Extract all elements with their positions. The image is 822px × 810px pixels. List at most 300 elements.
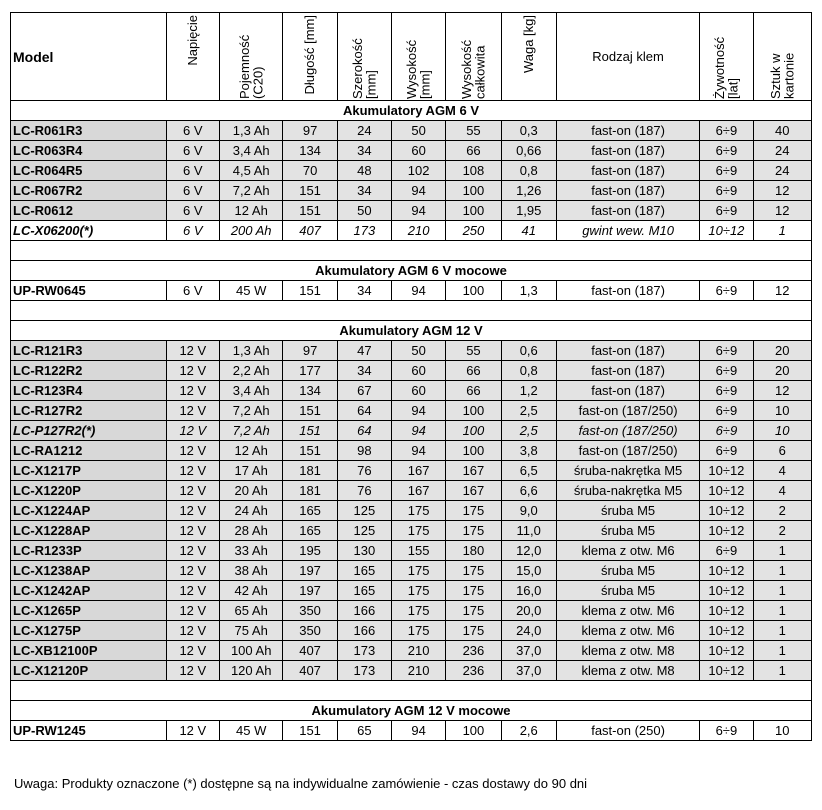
cell-total-height: 55 xyxy=(446,121,501,141)
table-row xyxy=(11,281,812,301)
cell-capacity: 4,5 Ah xyxy=(219,161,283,181)
cell-weight: 1,95 xyxy=(501,201,556,221)
cell-model: LC-R123R4 xyxy=(11,381,167,401)
cell-lifetime: 6÷9 xyxy=(700,141,753,161)
section-title: Akumulatory AGM 12 V mocowe xyxy=(11,701,812,721)
cell-weight: 15,0 xyxy=(501,561,556,581)
cell-weight: 0,6 xyxy=(501,341,556,361)
cell-voltage: 12 V xyxy=(166,521,219,541)
section-header-row xyxy=(11,701,812,721)
cell-voltage: 12 V xyxy=(166,421,219,441)
header-capacity: Pojemność (C20) xyxy=(219,13,283,101)
section-title: Akumulatory AGM 6 V mocowe xyxy=(11,261,812,281)
cell-length: 70 xyxy=(283,161,337,181)
cell-width: 64 xyxy=(337,421,391,441)
cell-lifetime: 6÷9 xyxy=(700,361,753,381)
table-row xyxy=(11,461,812,481)
cell-units-per-box: 4 xyxy=(753,481,811,501)
cell-voltage: 12 V xyxy=(166,621,219,641)
section-gap xyxy=(11,241,812,261)
cell-model: LC-R061R3 xyxy=(11,121,167,141)
cell-total-height: 167 xyxy=(446,461,501,481)
cell-lifetime: 10÷12 xyxy=(700,581,753,601)
cell-height: 175 xyxy=(392,601,446,621)
cell-terminal-type: śruba M5 xyxy=(556,581,699,601)
cell-capacity: 7,2 Ah xyxy=(219,421,283,441)
section-gap xyxy=(11,681,812,701)
cell-capacity: 28 Ah xyxy=(219,521,283,541)
cell-weight: 2,5 xyxy=(501,401,556,421)
table-row xyxy=(11,521,812,541)
table-row xyxy=(11,561,812,581)
cell-length: 350 xyxy=(283,621,337,641)
cell-total-height: 250 xyxy=(446,221,501,241)
cell-total-height: 100 xyxy=(446,281,501,301)
cell-total-height: 175 xyxy=(446,621,501,641)
footnote: Uwaga: Produkty oznaczone (*) dostępne są na indywidualne zamówienie - czas dostawy do 90 dni xyxy=(14,776,588,791)
cell-weight: 20,0 xyxy=(501,601,556,621)
cell-lifetime: 6÷9 xyxy=(700,401,753,421)
cell-terminal-type: śruba-nakrętka M5 xyxy=(556,461,699,481)
header-lifetime: Żywotność [lat] xyxy=(700,13,753,101)
cell-length: 181 xyxy=(283,481,337,501)
cell-width: 24 xyxy=(337,121,391,141)
cell-weight: 24,0 xyxy=(501,621,556,641)
cell-height: 94 xyxy=(392,721,446,741)
cell-units-per-box: 12 xyxy=(753,281,811,301)
cell-model: LC-X1217P xyxy=(11,461,167,481)
cell-units-per-box: 10 xyxy=(753,401,811,421)
cell-voltage: 12 V xyxy=(166,461,219,481)
cell-capacity: 100 Ah xyxy=(219,641,283,661)
cell-total-height: 66 xyxy=(446,381,501,401)
cell-units-per-box: 2 xyxy=(753,501,811,521)
header-units-per-box: Sztuk w kartonie xyxy=(753,13,811,101)
table-row xyxy=(11,661,812,681)
cell-width: 165 xyxy=(337,561,391,581)
cell-terminal-type: fast-on (187/250) xyxy=(556,421,699,441)
cell-units-per-box: 1 xyxy=(753,621,811,641)
cell-total-height: 100 xyxy=(446,401,501,421)
cell-model: LC-R063R4 xyxy=(11,141,167,161)
cell-length: 151 xyxy=(283,181,337,201)
cell-terminal-type: klema z otw. M8 xyxy=(556,661,699,681)
cell-total-height: 55 xyxy=(446,341,501,361)
table-row xyxy=(11,201,812,221)
cell-length: 151 xyxy=(283,401,337,421)
cell-terminal-type: śruba M5 xyxy=(556,521,699,541)
cell-capacity: 12 Ah xyxy=(219,201,283,221)
cell-capacity: 45 W xyxy=(219,721,283,741)
cell-weight: 0,8 xyxy=(501,161,556,181)
cell-length: 151 xyxy=(283,421,337,441)
cell-lifetime: 6÷9 xyxy=(700,421,753,441)
cell-model: LC-XB12100P xyxy=(11,641,167,661)
cell-units-per-box: 6 xyxy=(753,441,811,461)
cell-lifetime: 6÷9 xyxy=(700,381,753,401)
cell-width: 125 xyxy=(337,521,391,541)
table-row xyxy=(11,181,812,201)
cell-model: LC-R121R3 xyxy=(11,341,167,361)
cell-capacity: 200 Ah xyxy=(219,221,283,241)
cell-total-height: 108 xyxy=(446,161,501,181)
cell-height: 94 xyxy=(392,421,446,441)
cell-voltage: 12 V xyxy=(166,721,219,741)
cell-width: 50 xyxy=(337,201,391,221)
cell-weight: 2,6 xyxy=(501,721,556,741)
cell-length: 151 xyxy=(283,721,337,741)
cell-width: 130 xyxy=(337,541,391,561)
cell-height: 175 xyxy=(392,521,446,541)
cell-lifetime: 10÷12 xyxy=(700,501,753,521)
cell-terminal-type: fast-on (250) xyxy=(556,721,699,741)
cell-units-per-box: 24 xyxy=(753,141,811,161)
cell-weight: 9,0 xyxy=(501,501,556,521)
cell-lifetime: 6÷9 xyxy=(700,541,753,561)
header-terminal-type: Rodzaj klem xyxy=(556,13,699,101)
table-row xyxy=(11,601,812,621)
table-row xyxy=(11,501,812,521)
cell-total-height: 66 xyxy=(446,141,501,161)
cell-height: 102 xyxy=(392,161,446,181)
cell-total-height: 175 xyxy=(446,501,501,521)
cell-length: 197 xyxy=(283,581,337,601)
cell-lifetime: 10÷12 xyxy=(700,521,753,541)
cell-width: 166 xyxy=(337,621,391,641)
table-row xyxy=(11,341,812,361)
cell-length: 151 xyxy=(283,281,337,301)
section-gap xyxy=(11,301,812,321)
cell-lifetime: 6÷9 xyxy=(700,441,753,461)
cell-voltage: 12 V xyxy=(166,361,219,381)
cell-height: 60 xyxy=(392,141,446,161)
header-model: Model xyxy=(11,13,167,101)
cell-terminal-type: fast-on (187) xyxy=(556,121,699,141)
cell-total-height: 236 xyxy=(446,641,501,661)
cell-model: UP-RW0645 xyxy=(11,281,167,301)
cell-height: 167 xyxy=(392,481,446,501)
cell-weight: 1,26 xyxy=(501,181,556,201)
cell-terminal-type: fast-on (187/250) xyxy=(556,401,699,421)
cell-model: LC-X1220P xyxy=(11,481,167,501)
cell-total-height: 100 xyxy=(446,201,501,221)
cell-weight: 37,0 xyxy=(501,661,556,681)
table-row xyxy=(11,641,812,661)
cell-total-height: 175 xyxy=(446,521,501,541)
table-row xyxy=(11,161,812,181)
cell-voltage: 12 V xyxy=(166,481,219,501)
cell-width: 166 xyxy=(337,601,391,621)
section-gap-cell xyxy=(11,681,812,701)
table-row xyxy=(11,441,812,461)
cell-height: 175 xyxy=(392,561,446,581)
cell-lifetime: 10÷12 xyxy=(700,661,753,681)
table-row xyxy=(11,581,812,601)
table-row xyxy=(11,721,812,741)
cell-model: LC-R1233P xyxy=(11,541,167,561)
cell-units-per-box: 1 xyxy=(753,581,811,601)
cell-terminal-type: śruba M5 xyxy=(556,561,699,581)
cell-units-per-box: 2 xyxy=(753,521,811,541)
cell-width: 67 xyxy=(337,381,391,401)
cell-capacity: 17 Ah xyxy=(219,461,283,481)
cell-lifetime: 10÷12 xyxy=(700,461,753,481)
cell-terminal-type: klema z otw. M6 xyxy=(556,621,699,641)
section-title: Akumulatory AGM 12 V xyxy=(11,321,812,341)
table-row xyxy=(11,621,812,641)
cell-voltage: 12 V xyxy=(166,601,219,621)
header-row xyxy=(11,13,812,101)
cell-lifetime: 10÷12 xyxy=(700,601,753,621)
cell-model: LC-X12120P xyxy=(11,661,167,681)
cell-height: 210 xyxy=(392,221,446,241)
cell-voltage: 12 V xyxy=(166,401,219,421)
cell-height: 210 xyxy=(392,641,446,661)
cell-total-height: 180 xyxy=(446,541,501,561)
cell-voltage: 12 V xyxy=(166,501,219,521)
cell-voltage: 6 V xyxy=(166,221,219,241)
cell-length: 197 xyxy=(283,561,337,581)
cell-length: 407 xyxy=(283,221,337,241)
cell-width: 125 xyxy=(337,501,391,521)
cell-terminal-type: fast-on (187) xyxy=(556,281,699,301)
cell-weight: 11,0 xyxy=(501,521,556,541)
cell-capacity: 24 Ah xyxy=(219,501,283,521)
cell-height: 60 xyxy=(392,381,446,401)
cell-length: 134 xyxy=(283,141,337,161)
cell-weight: 1,3 xyxy=(501,281,556,301)
cell-terminal-type: fast-on (187) xyxy=(556,161,699,181)
cell-capacity: 2,2 Ah xyxy=(219,361,283,381)
cell-total-height: 175 xyxy=(446,601,501,621)
cell-height: 167 xyxy=(392,461,446,481)
cell-units-per-box: 10 xyxy=(753,421,811,441)
cell-voltage: 12 V xyxy=(166,661,219,681)
cell-voltage: 12 V xyxy=(166,641,219,661)
cell-height: 155 xyxy=(392,541,446,561)
cell-width: 34 xyxy=(337,361,391,381)
cell-length: 407 xyxy=(283,661,337,681)
cell-voltage: 12 V xyxy=(166,441,219,461)
cell-model: LC-X1228AP xyxy=(11,521,167,541)
cell-total-height: 175 xyxy=(446,561,501,581)
cell-length: 151 xyxy=(283,441,337,461)
table-row xyxy=(11,361,812,381)
cell-width: 173 xyxy=(337,661,391,681)
cell-terminal-type: klema z otw. M8 xyxy=(556,641,699,661)
cell-model: LC-X1224AP xyxy=(11,501,167,521)
cell-units-per-box: 1 xyxy=(753,561,811,581)
cell-units-per-box: 20 xyxy=(753,361,811,381)
cell-terminal-type: fast-on (187) xyxy=(556,141,699,161)
cell-weight: 6,6 xyxy=(501,481,556,501)
cell-model: LC-X1275P xyxy=(11,621,167,641)
cell-terminal-type: fast-on (187) xyxy=(556,381,699,401)
section-header-row xyxy=(11,261,812,281)
cell-lifetime: 6÷9 xyxy=(700,341,753,361)
cell-width: 34 xyxy=(337,141,391,161)
cell-weight: 0,8 xyxy=(501,361,556,381)
cell-units-per-box: 12 xyxy=(753,381,811,401)
cell-lifetime: 10÷12 xyxy=(700,561,753,581)
cell-voltage: 12 V xyxy=(166,341,219,361)
table-row xyxy=(11,141,812,161)
table-row xyxy=(11,481,812,501)
table-row xyxy=(11,121,812,141)
cell-total-height: 175 xyxy=(446,581,501,601)
cell-model: LC-X1238AP xyxy=(11,561,167,581)
cell-length: 350 xyxy=(283,601,337,621)
cell-length: 134 xyxy=(283,381,337,401)
cell-width: 76 xyxy=(337,481,391,501)
cell-length: 195 xyxy=(283,541,337,561)
cell-terminal-type: fast-on (187) xyxy=(556,201,699,221)
cell-length: 165 xyxy=(283,501,337,521)
table-row xyxy=(11,541,812,561)
cell-units-per-box: 12 xyxy=(753,181,811,201)
cell-lifetime: 10÷12 xyxy=(700,221,753,241)
table-row xyxy=(11,401,812,421)
cell-units-per-box: 40 xyxy=(753,121,811,141)
cell-weight: 3,8 xyxy=(501,441,556,461)
cell-terminal-type: śruba-nakrętka M5 xyxy=(556,481,699,501)
cell-height: 94 xyxy=(392,401,446,421)
cell-voltage: 6 V xyxy=(166,161,219,181)
cell-units-per-box: 1 xyxy=(753,601,811,621)
cell-total-height: 100 xyxy=(446,721,501,741)
cell-units-per-box: 4 xyxy=(753,461,811,481)
cell-total-height: 167 xyxy=(446,481,501,501)
cell-voltage: 6 V xyxy=(166,181,219,201)
section-gap-cell xyxy=(11,301,812,321)
cell-model: LC-X1242AP xyxy=(11,581,167,601)
cell-height: 175 xyxy=(392,501,446,521)
cell-terminal-type: fast-on (187) xyxy=(556,181,699,201)
cell-voltage: 12 V xyxy=(166,581,219,601)
section-header-row xyxy=(11,321,812,341)
cell-voltage: 6 V xyxy=(166,141,219,161)
cell-terminal-type: gwint wew. M10 xyxy=(556,221,699,241)
cell-height: 210 xyxy=(392,661,446,681)
cell-total-height: 100 xyxy=(446,181,501,201)
cell-units-per-box: 1 xyxy=(753,641,811,661)
cell-voltage: 6 V xyxy=(166,201,219,221)
cell-model: LC-X06200(*) xyxy=(11,221,167,241)
cell-model: LC-R127R2 xyxy=(11,401,167,421)
cell-total-height: 66 xyxy=(446,361,501,381)
cell-capacity: 33 Ah xyxy=(219,541,283,561)
cell-length: 181 xyxy=(283,461,337,481)
section-title: Akumulatory AGM 6 V xyxy=(11,101,812,121)
cell-weight: 0,3 xyxy=(501,121,556,141)
cell-width: 34 xyxy=(337,181,391,201)
cell-terminal-type: klema z otw. M6 xyxy=(556,601,699,621)
cell-height: 60 xyxy=(392,361,446,381)
cell-capacity: 65 Ah xyxy=(219,601,283,621)
cell-model: LC-X1265P xyxy=(11,601,167,621)
cell-lifetime: 10÷12 xyxy=(700,641,753,661)
cell-height: 94 xyxy=(392,201,446,221)
cell-total-height: 100 xyxy=(446,441,501,461)
cell-weight: 37,0 xyxy=(501,641,556,661)
cell-weight: 12,0 xyxy=(501,541,556,561)
cell-lifetime: 6÷9 xyxy=(700,181,753,201)
cell-height: 175 xyxy=(392,621,446,641)
table-row xyxy=(11,421,812,441)
cell-voltage: 6 V xyxy=(166,121,219,141)
cell-length: 151 xyxy=(283,201,337,221)
cell-terminal-type: fast-on (187) xyxy=(556,341,699,361)
cell-capacity: 45 W xyxy=(219,281,283,301)
table-body xyxy=(11,101,812,741)
cell-weight: 2,5 xyxy=(501,421,556,441)
cell-height: 50 xyxy=(392,341,446,361)
cell-lifetime: 6÷9 xyxy=(700,201,753,221)
cell-voltage: 6 V xyxy=(166,281,219,301)
cell-length: 97 xyxy=(283,121,337,141)
cell-length: 407 xyxy=(283,641,337,661)
cell-width: 47 xyxy=(337,341,391,361)
cell-weight: 6,5 xyxy=(501,461,556,481)
cell-model: LC-R122R2 xyxy=(11,361,167,381)
cell-model: UP-RW1245 xyxy=(11,721,167,741)
cell-lifetime: 6÷9 xyxy=(700,281,753,301)
cell-weight: 1,2 xyxy=(501,381,556,401)
table-row xyxy=(11,381,812,401)
cell-model: LC-RA1212 xyxy=(11,441,167,461)
cell-capacity: 12 Ah xyxy=(219,441,283,461)
cell-capacity: 38 Ah xyxy=(219,561,283,581)
cell-model: LC-R0612 xyxy=(11,201,167,221)
cell-capacity: 3,4 Ah xyxy=(219,381,283,401)
cell-weight: 0,66 xyxy=(501,141,556,161)
section-header-row xyxy=(11,101,812,121)
cell-lifetime: 10÷12 xyxy=(700,481,753,501)
cell-terminal-type: fast-on (187) xyxy=(556,361,699,381)
header-height: Wysokość [mm] xyxy=(392,13,446,101)
cell-weight: 41 xyxy=(501,221,556,241)
cell-width: 76 xyxy=(337,461,391,481)
cell-capacity: 20 Ah xyxy=(219,481,283,501)
cell-length: 97 xyxy=(283,341,337,361)
table-row xyxy=(11,221,812,241)
cell-units-per-box: 1 xyxy=(753,661,811,681)
cell-lifetime: 6÷9 xyxy=(700,121,753,141)
cell-width: 173 xyxy=(337,641,391,661)
cell-height: 94 xyxy=(392,181,446,201)
cell-units-per-box: 10 xyxy=(753,721,811,741)
cell-width: 34 xyxy=(337,281,391,301)
cell-width: 48 xyxy=(337,161,391,181)
cell-total-height: 236 xyxy=(446,661,501,681)
cell-voltage: 12 V xyxy=(166,541,219,561)
cell-capacity: 42 Ah xyxy=(219,581,283,601)
cell-capacity: 1,3 Ah xyxy=(219,341,283,361)
header-weight: Waga [kg] xyxy=(501,13,556,101)
cell-terminal-type: klema z otw. M6 xyxy=(556,541,699,561)
cell-width: 165 xyxy=(337,581,391,601)
cell-terminal-type: fast-on (187/250) xyxy=(556,441,699,461)
cell-units-per-box: 1 xyxy=(753,221,811,241)
cell-voltage: 12 V xyxy=(166,381,219,401)
cell-lifetime: 6÷9 xyxy=(700,161,753,181)
cell-width: 65 xyxy=(337,721,391,741)
cell-lifetime: 10÷12 xyxy=(700,621,753,641)
cell-units-per-box: 1 xyxy=(753,541,811,561)
cell-capacity: 7,2 Ah xyxy=(219,401,283,421)
section-gap-cell xyxy=(11,241,812,261)
cell-units-per-box: 24 xyxy=(753,161,811,181)
